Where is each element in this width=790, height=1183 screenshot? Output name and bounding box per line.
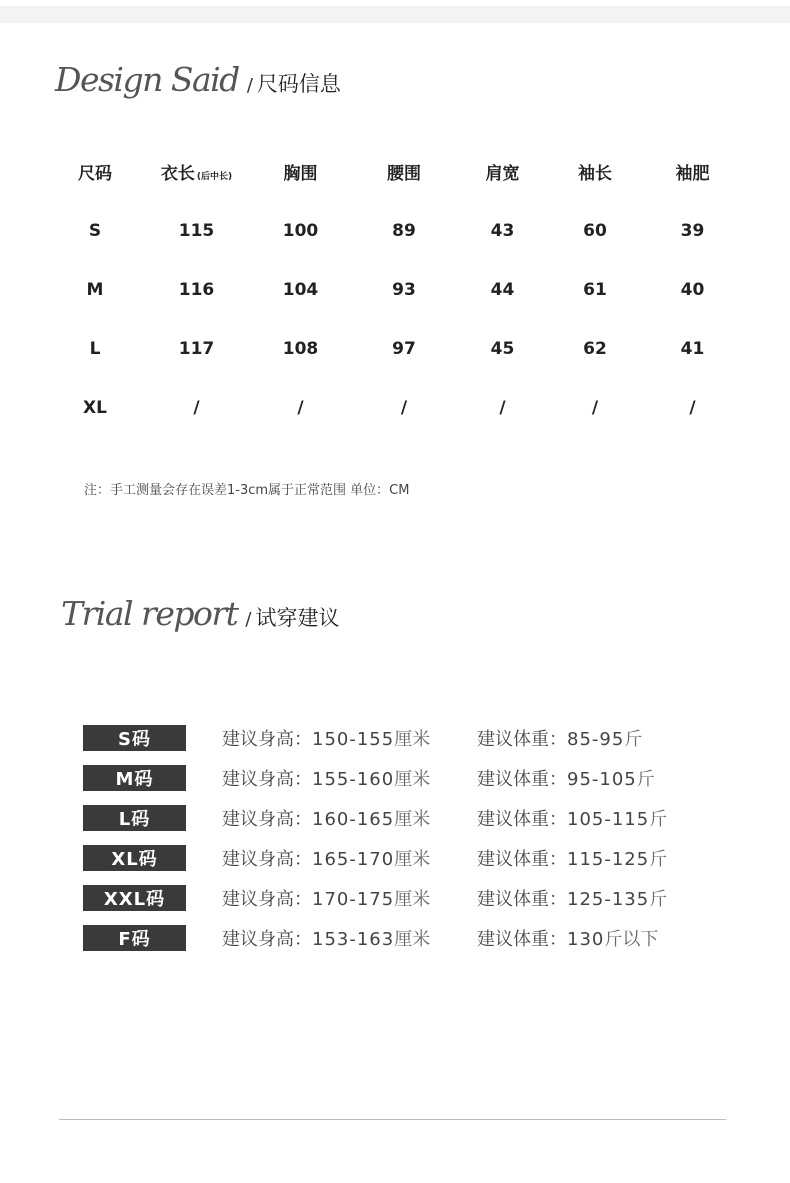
recommended-weight — [477, 885, 667, 911]
header-bust: 胸围 — [283, 164, 318, 184]
height-value: 165-170 — [312, 848, 395, 870]
recommended-height — [222, 805, 477, 831]
height-value: 170-175 — [312, 888, 395, 910]
table-cell: / — [297, 397, 304, 418]
height-label: 建议身高： — [222, 768, 312, 790]
weight-unit: 斤 — [649, 888, 668, 910]
size-table-header-row — [50, 142, 750, 201]
weight-value: 125-135 — [567, 888, 650, 910]
height-unit: 厘米 — [394, 888, 431, 910]
weight-label: 建议体重： — [477, 888, 567, 910]
recommended-weight — [477, 805, 667, 831]
table-row — [50, 260, 750, 319]
recommended-weight — [477, 725, 642, 751]
height-unit: 厘米 — [394, 848, 431, 870]
header-waist: 腰围 — [387, 164, 421, 184]
height-label: 建议身高： — [222, 808, 312, 830]
table-cell: 104 — [282, 279, 319, 300]
table-cell: / — [689, 397, 696, 418]
table-cell: 44 — [490, 279, 515, 300]
recommended-weight — [477, 845, 667, 871]
weight-value: 130 — [567, 928, 605, 950]
table-cell: XL — [83, 397, 107, 418]
size-badge: XXL码 — [83, 885, 186, 911]
table-cell: 117 — [178, 338, 215, 359]
height-value: 160-165 — [312, 808, 395, 830]
recommended-weight — [477, 925, 658, 951]
header-sleeve-width: 袖肥 — [675, 164, 710, 184]
recommended-weight — [477, 765, 655, 791]
weight-unit: 斤 — [636, 768, 655, 790]
size-badge: XL码 — [83, 845, 186, 871]
table-cell: / — [499, 397, 506, 418]
section-title-slash: / — [245, 609, 252, 630]
size-badge: L码 — [83, 805, 186, 831]
recommendation-row — [83, 911, 667, 964]
height-unit: 厘米 — [394, 928, 431, 950]
weight-value: 115-125 — [567, 848, 650, 870]
height-unit: 厘米 — [394, 728, 431, 750]
table-row — [50, 319, 750, 378]
height-value: 153-163 — [312, 928, 395, 950]
table-cell: 97 — [392, 338, 416, 359]
table-cell: 116 — [178, 279, 215, 300]
table-cell: 41 — [680, 338, 705, 359]
section-title-slash: / — [246, 75, 253, 96]
weight-label: 建议体重： — [477, 768, 567, 790]
bottom-divider — [59, 1119, 726, 1120]
weight-unit: 斤以下 — [604, 928, 659, 950]
weight-label: 建议体重： — [477, 808, 567, 830]
height-unit: 厘米 — [394, 808, 431, 830]
recommendation-list — [83, 711, 667, 964]
weight-unit: 斤 — [649, 808, 668, 830]
weight-value: 85-95 — [567, 728, 625, 750]
table-cell: 89 — [392, 220, 416, 241]
section-title-cn: 试穿建议 — [255, 606, 340, 630]
height-label: 建议身高： — [222, 728, 312, 750]
table-row — [50, 378, 750, 437]
recommended-height — [222, 725, 477, 751]
weight-label: 建议体重： — [477, 848, 567, 870]
header-shoulder: 肩宽 — [485, 164, 520, 184]
recommended-height — [222, 885, 477, 911]
table-cell: 39 — [680, 220, 705, 241]
size-table — [50, 142, 750, 437]
section-title-cn: 尺码信息 — [256, 72, 341, 96]
table-cell: M — [86, 279, 104, 300]
table-cell: 93 — [392, 279, 416, 300]
header-length-label: 衣长 — [160, 164, 195, 184]
table-cell: 108 — [282, 338, 319, 359]
table-cell: 100 — [282, 220, 319, 241]
header-size: 尺码 — [78, 164, 112, 184]
height-value: 155-160 — [312, 768, 395, 790]
table-cell: / — [193, 397, 200, 418]
height-label: 建议身高： — [222, 928, 312, 950]
table-cell: / — [400, 397, 408, 418]
table-cell: L — [89, 338, 101, 359]
header-length-note: (后中长) — [196, 172, 233, 182]
section-title-en: Trial report — [61, 594, 238, 633]
size-badge: M码 — [83, 765, 186, 791]
section-title-en: Design Said — [55, 60, 239, 99]
header-sleeve-length: 袖长 — [578, 164, 612, 184]
recommended-height — [222, 845, 477, 871]
weight-label: 建议体重： — [477, 728, 567, 750]
top-band — [0, 6, 790, 23]
table-cell: 45 — [490, 338, 515, 359]
size-badge: F码 — [83, 925, 186, 951]
weight-unit: 斤 — [649, 848, 668, 870]
table-cell: 60 — [583, 220, 607, 241]
table-cell: / — [591, 397, 599, 418]
measurement-note: 注：手工测量会存在误差1-3cm属于正常范围 单位：CM — [84, 483, 410, 498]
height-label: 建议身高： — [222, 848, 312, 870]
weight-label: 建议体重： — [477, 928, 567, 950]
header-length — [140, 159, 253, 184]
table-cell: 43 — [490, 220, 515, 241]
table-cell: S — [88, 220, 102, 241]
table-cell: 115 — [178, 220, 215, 241]
table-row — [50, 201, 750, 260]
weight-unit: 斤 — [624, 728, 643, 750]
height-label: 建议身高： — [222, 888, 312, 910]
height-value: 150-155 — [312, 728, 395, 750]
size-badge: S码 — [83, 725, 186, 751]
recommended-height — [222, 925, 477, 951]
recommended-height — [222, 765, 477, 791]
height-unit: 厘米 — [394, 768, 431, 790]
table-cell: 62 — [583, 338, 607, 359]
weight-value: 105-115 — [567, 808, 650, 830]
table-cell: 40 — [680, 279, 705, 300]
section-header-size-info — [55, 60, 341, 99]
table-cell: 61 — [583, 279, 607, 300]
section-header-trial — [61, 594, 339, 633]
weight-value: 95-105 — [567, 768, 637, 790]
